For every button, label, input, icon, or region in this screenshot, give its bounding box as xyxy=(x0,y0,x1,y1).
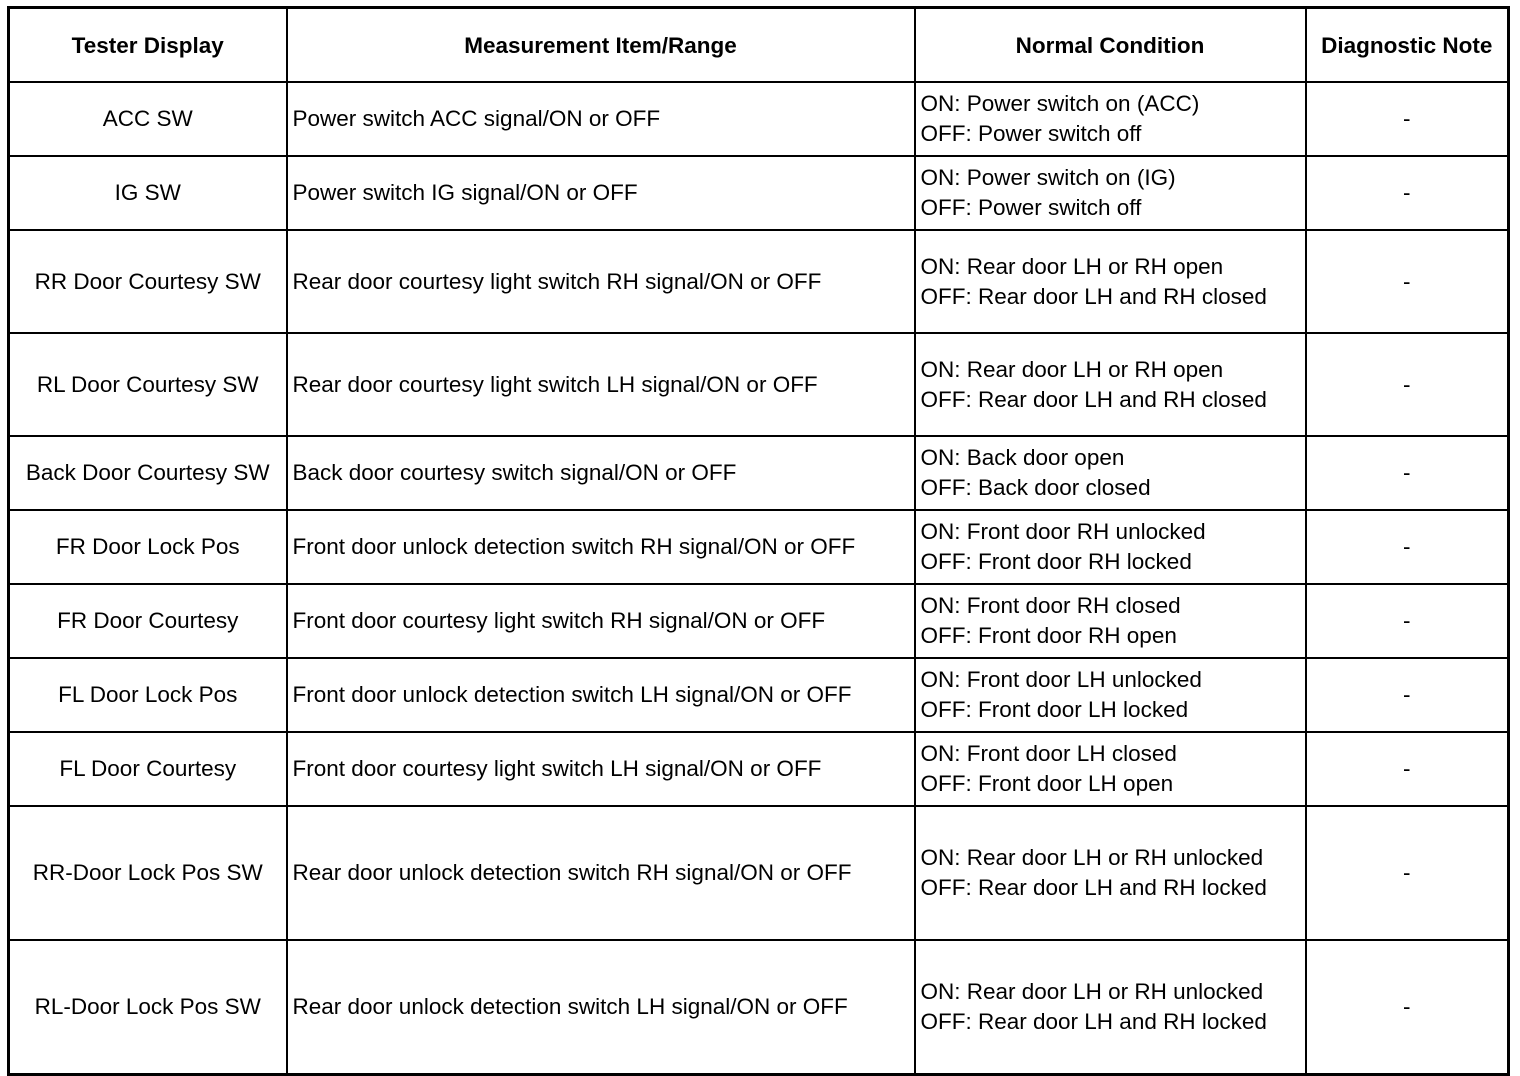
table-row xyxy=(9,584,1509,658)
table-row xyxy=(9,230,1509,333)
cell-diagnostic-note: - xyxy=(1306,333,1509,436)
cell-measurement: Rear door unlock detection switch LH signal/ON or OFF xyxy=(287,940,915,1075)
cell-normal-condition: ON: Power switch on (ACC) OFF: Power switch off xyxy=(915,82,1306,156)
cell-normal-condition: ON: Rear door LH or RH open OFF: Rear door LH and RH closed xyxy=(915,333,1306,436)
cell-tester-display: FR Door Courtesy xyxy=(9,584,287,658)
cell-tester-display: FL Door Courtesy xyxy=(9,732,287,806)
cell-normal-condition: ON: Front door LH unlocked OFF: Front door LH locked xyxy=(915,658,1306,732)
table-row xyxy=(9,510,1509,584)
cell-measurement: Rear door courtesy light switch RH signal/ON or OFF xyxy=(287,230,915,333)
cell-normal-condition: ON: Front door RH unlocked OFF: Front door RH locked xyxy=(915,510,1306,584)
cell-tester-display: RR Door Courtesy SW xyxy=(9,230,287,333)
cell-diagnostic-note: - xyxy=(1306,732,1509,806)
cell-normal-condition: ON: Rear door LH or RH unlocked OFF: Rear door LH and RH locked xyxy=(915,940,1306,1075)
cell-diagnostic-note: - xyxy=(1306,82,1509,156)
cell-tester-display: IG SW xyxy=(9,156,287,230)
table-row xyxy=(9,658,1509,732)
cell-diagnostic-note: - xyxy=(1306,436,1509,510)
cell-measurement: Front door unlock detection switch RH signal/ON or OFF xyxy=(287,510,915,584)
cell-measurement: Front door unlock detection switch LH signal/ON or OFF xyxy=(287,658,915,732)
cell-normal-condition: ON: Power switch on (IG) OFF: Power switch off xyxy=(915,156,1306,230)
cell-measurement: Front door courtesy light switch LH signal/ON or OFF xyxy=(287,732,915,806)
cell-diagnostic-note: - xyxy=(1306,230,1509,333)
cell-measurement: Back door courtesy switch signal/ON or OFF xyxy=(287,436,915,510)
table-row xyxy=(9,436,1509,510)
cell-normal-condition: ON: Rear door LH or RH unlocked OFF: Rear door LH and RH locked xyxy=(915,806,1306,940)
cell-tester-display: Back Door Courtesy SW xyxy=(9,436,287,510)
cell-tester-display: FL Door Lock Pos xyxy=(9,658,287,732)
cell-diagnostic-note: - xyxy=(1306,806,1509,940)
header-normal-condition: Normal Condition xyxy=(915,8,1306,83)
cell-diagnostic-note: - xyxy=(1306,510,1509,584)
diagnostic-data-table xyxy=(7,6,1510,1076)
cell-diagnostic-note: - xyxy=(1306,940,1509,1075)
cell-tester-display: FR Door Lock Pos xyxy=(9,510,287,584)
table-row xyxy=(9,732,1509,806)
cell-normal-condition: ON: Front door RH closed OFF: Front door RH open xyxy=(915,584,1306,658)
cell-measurement: Power switch ACC signal/ON or OFF xyxy=(287,82,915,156)
cell-diagnostic-note: - xyxy=(1306,156,1509,230)
cell-tester-display: RL-Door Lock Pos SW xyxy=(9,940,287,1075)
header-diagnostic-note: Diagnostic Note xyxy=(1306,8,1509,83)
header-measurement: Measurement Item/Range xyxy=(287,8,915,83)
cell-normal-condition: ON: Front door LH closed OFF: Front door LH open xyxy=(915,732,1306,806)
table-row xyxy=(9,806,1509,940)
cell-tester-display: RR-Door Lock Pos SW xyxy=(9,806,287,940)
header-tester-display: Tester Display xyxy=(9,8,287,83)
cell-normal-condition: ON: Back door open OFF: Back door closed xyxy=(915,436,1306,510)
cell-tester-display: RL Door Courtesy SW xyxy=(9,333,287,436)
table-row xyxy=(9,940,1509,1075)
table-header-row xyxy=(9,8,1509,83)
cell-normal-condition: ON: Rear door LH or RH open OFF: Rear door LH and RH closed xyxy=(915,230,1306,333)
cell-tester-display: ACC SW xyxy=(9,82,287,156)
table-row xyxy=(9,82,1509,156)
cell-measurement: Rear door courtesy light switch LH signal/ON or OFF xyxy=(287,333,915,436)
cell-measurement: Rear door unlock detection switch RH signal/ON or OFF xyxy=(287,806,915,940)
cell-measurement: Front door courtesy light switch RH signal/ON or OFF xyxy=(287,584,915,658)
table-row xyxy=(9,333,1509,436)
cell-measurement: Power switch IG signal/ON or OFF xyxy=(287,156,915,230)
cell-diagnostic-note: - xyxy=(1306,584,1509,658)
cell-diagnostic-note: - xyxy=(1306,658,1509,732)
table-row xyxy=(9,156,1509,230)
